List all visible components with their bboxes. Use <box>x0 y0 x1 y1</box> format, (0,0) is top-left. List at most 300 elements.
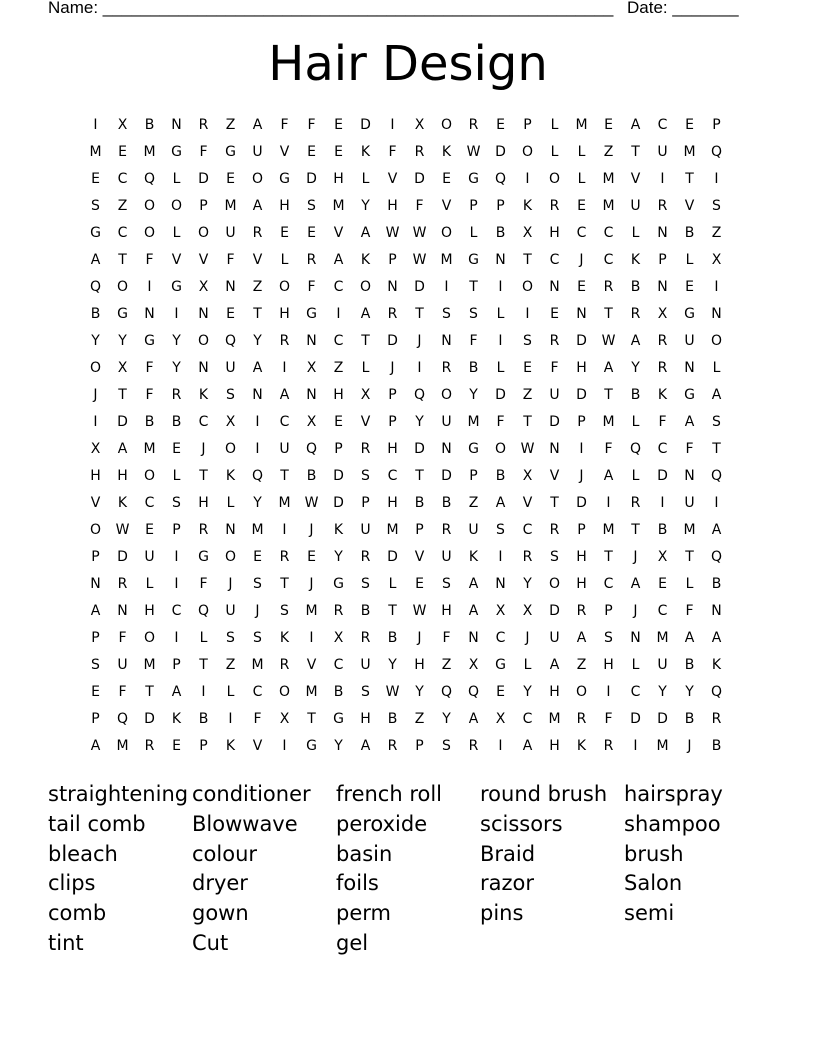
grid-letter[interactable]: L <box>685 252 694 268</box>
grid-letter[interactable]: F <box>118 630 127 646</box>
grid-letter[interactable]: M <box>656 738 669 754</box>
grid-letter[interactable]: L <box>631 657 640 673</box>
grid-letter[interactable]: V <box>171 252 182 268</box>
grid-letter[interactable]: U <box>360 657 371 673</box>
grid-letter[interactable]: E <box>91 684 100 700</box>
grid-letter[interactable]: S <box>523 333 532 349</box>
grid-letter[interactable]: N <box>630 630 641 646</box>
grid-letter[interactable]: V <box>414 549 425 565</box>
grid-letter[interactable]: A <box>468 603 479 619</box>
grid-letter[interactable]: E <box>226 306 235 322</box>
grid-letter[interactable]: C <box>522 522 533 538</box>
grid-letter[interactable]: W <box>412 252 427 268</box>
grid-letter[interactable]: N <box>306 333 317 349</box>
grid-letter[interactable]: P <box>658 252 667 268</box>
grid-letter[interactable]: M <box>602 171 615 187</box>
grid-letter[interactable]: N <box>711 306 722 322</box>
grid-letter[interactable]: B <box>630 279 641 295</box>
grid-letter[interactable]: T <box>118 252 127 268</box>
grid-letter[interactable]: F <box>307 279 316 295</box>
grid-letter[interactable]: H <box>387 198 398 214</box>
grid-letter[interactable]: A <box>711 387 722 403</box>
grid-letter[interactable]: Z <box>603 144 614 160</box>
grid-letter[interactable]: Q <box>629 441 642 457</box>
grid-letter[interactable]: X <box>360 387 371 403</box>
grid-letter[interactable]: S <box>226 630 235 646</box>
grid-letter[interactable]: F <box>685 603 694 619</box>
grid-letter[interactable]: G <box>90 225 101 241</box>
grid-letter[interactable]: U <box>144 549 155 565</box>
grid-letter[interactable]: O <box>143 198 156 214</box>
grid-letter[interactable]: G <box>198 549 209 565</box>
grid-letter[interactable]: X <box>117 117 128 133</box>
grid-letter[interactable]: E <box>604 117 613 133</box>
grid-letter[interactable]: V <box>387 171 398 187</box>
grid-letter[interactable]: D <box>441 468 452 484</box>
grid-letter[interactable]: T <box>604 306 613 322</box>
grid-letter[interactable]: X <box>306 360 317 376</box>
grid-letter[interactable]: R <box>360 441 371 457</box>
grid-letter[interactable]: D <box>657 468 668 484</box>
grid-letter[interactable]: C <box>387 468 398 484</box>
grid-letter[interactable]: A <box>252 117 263 133</box>
grid-letter[interactable]: T <box>523 252 532 268</box>
grid-letter[interactable]: O <box>278 684 291 700</box>
grid-letter[interactable]: J <box>633 603 638 619</box>
grid-letter[interactable]: Q <box>710 468 723 484</box>
grid-letter[interactable]: M <box>143 657 156 673</box>
grid-letter[interactable]: L <box>550 144 559 160</box>
grid-letter[interactable]: X <box>468 657 479 673</box>
grid-letter[interactable]: A <box>117 441 128 457</box>
grid-letter[interactable]: O <box>170 198 183 214</box>
grid-letter[interactable]: R <box>414 144 425 160</box>
grid-letter[interactable]: S <box>442 738 451 754</box>
grid-letter[interactable]: I <box>147 279 152 295</box>
grid-letter[interactable]: A <box>360 306 371 322</box>
grid-letter[interactable]: L <box>496 360 505 376</box>
grid-letter[interactable]: R <box>144 738 155 754</box>
grid-letter[interactable]: C <box>117 171 128 187</box>
grid-letter[interactable]: B <box>684 657 695 673</box>
grid-letter[interactable]: U <box>225 225 236 241</box>
grid-letter[interactable]: M <box>440 252 453 268</box>
grid-letter[interactable]: F <box>442 630 451 646</box>
grid-letter[interactable]: L <box>631 414 640 430</box>
grid-letter[interactable]: F <box>469 333 478 349</box>
grid-letter[interactable]: J <box>633 549 638 565</box>
grid-letter[interactable]: H <box>333 171 344 187</box>
grid-letter[interactable]: E <box>307 225 316 241</box>
grid-letter[interactable]: V <box>90 495 101 511</box>
grid-letter[interactable]: R <box>441 522 452 538</box>
grid-letter[interactable]: Q <box>710 684 723 700</box>
grid-letter[interactable]: D <box>576 333 587 349</box>
grid-letter[interactable]: O <box>548 171 561 187</box>
grid-letter[interactable]: D <box>414 279 425 295</box>
grid-letter[interactable]: P <box>523 117 532 133</box>
grid-letter[interactable]: O <box>224 549 237 565</box>
grid-letter[interactable]: H <box>144 603 155 619</box>
grid-letter[interactable]: M <box>656 630 669 646</box>
grid-letter[interactable]: U <box>468 522 479 538</box>
grid-letter[interactable]: G <box>468 171 479 187</box>
grid-letter[interactable]: I <box>255 441 260 457</box>
grid-letter[interactable]: K <box>441 144 452 160</box>
grid-letter[interactable]: R <box>468 117 479 133</box>
grid-letter[interactable]: P <box>712 117 721 133</box>
grid-letter[interactable]: T <box>280 576 289 592</box>
grid-letter[interactable]: T <box>415 468 424 484</box>
grid-letter[interactable]: E <box>496 117 505 133</box>
grid-letter[interactable]: L <box>523 657 532 673</box>
grid-letter[interactable]: S <box>550 549 559 565</box>
grid-letter[interactable]: H <box>333 387 344 403</box>
grid-letter[interactable]: U <box>117 657 128 673</box>
grid-letter[interactable]: C <box>603 252 614 268</box>
grid-letter[interactable]: C <box>630 684 641 700</box>
grid-letter[interactable]: P <box>334 441 343 457</box>
grid-letter[interactable]: D <box>576 495 587 511</box>
grid-letter[interactable]: Q <box>494 171 507 187</box>
grid-letter[interactable]: G <box>279 171 290 187</box>
grid-letter[interactable]: X <box>414 117 425 133</box>
grid-letter[interactable]: R <box>630 306 641 322</box>
grid-letter[interactable]: V <box>279 144 290 160</box>
grid-letter[interactable]: F <box>145 360 154 376</box>
grid-letter[interactable]: T <box>604 387 613 403</box>
grid-letter[interactable]: E <box>685 279 694 295</box>
grid-letter[interactable]: J <box>417 630 422 646</box>
grid-letter[interactable]: A <box>630 576 641 592</box>
grid-letter[interactable]: B <box>387 711 398 727</box>
grid-letter[interactable]: M <box>548 711 561 727</box>
grid-letter[interactable]: Y <box>388 657 397 673</box>
grid-letter[interactable]: N <box>549 279 560 295</box>
grid-letter[interactable]: V <box>252 738 263 754</box>
grid-letter[interactable]: E <box>334 117 343 133</box>
grid-letter[interactable]: F <box>550 360 559 376</box>
grid-letter[interactable]: F <box>253 711 262 727</box>
grid-letter[interactable]: R <box>603 279 614 295</box>
grid-letter[interactable]: S <box>469 306 478 322</box>
grid-letter[interactable]: N <box>495 252 506 268</box>
grid-letter[interactable]: G <box>306 306 317 322</box>
grid-letter[interactable]: B <box>657 522 668 538</box>
grid-letter[interactable]: V <box>441 198 452 214</box>
grid-letter[interactable]: G <box>306 738 317 754</box>
grid-letter[interactable]: C <box>333 657 344 673</box>
grid-letter[interactable]: O <box>89 522 102 538</box>
grid-letter[interactable]: S <box>712 414 721 430</box>
grid-letter[interactable]: Y <box>685 684 694 700</box>
grid-letter[interactable]: X <box>279 711 290 727</box>
grid-letter[interactable]: O <box>143 225 156 241</box>
grid-letter[interactable]: R <box>657 198 668 214</box>
grid-letter[interactable]: S <box>496 522 505 538</box>
grid-letter[interactable]: O <box>710 333 723 349</box>
grid-letter[interactable]: O <box>197 225 210 241</box>
grid-letter[interactable]: K <box>360 144 371 160</box>
grid-letter[interactable]: N <box>252 387 263 403</box>
grid-letter[interactable]: U <box>441 414 452 430</box>
grid-letter[interactable]: R <box>279 333 290 349</box>
grid-letter[interactable]: T <box>685 549 694 565</box>
grid-letter[interactable]: L <box>145 576 154 592</box>
grid-letter[interactable]: C <box>117 225 128 241</box>
grid-letter[interactable]: F <box>604 711 613 727</box>
grid-letter[interactable]: D <box>333 495 344 511</box>
grid-letter[interactable]: J <box>309 576 314 592</box>
grid-letter[interactable]: R <box>387 738 398 754</box>
grid-letter[interactable]: C <box>144 495 155 511</box>
grid-letter[interactable]: Z <box>468 495 479 511</box>
grid-letter[interactable]: C <box>495 630 506 646</box>
grid-letter[interactable]: Y <box>631 360 640 376</box>
grid-letter[interactable]: I <box>201 684 206 700</box>
grid-letter[interactable]: I <box>633 738 638 754</box>
grid-letter[interactable]: S <box>253 630 262 646</box>
grid-letter[interactable]: G <box>333 711 344 727</box>
grid-letter[interactable]: N <box>225 279 236 295</box>
grid-letter[interactable]: Y <box>118 333 127 349</box>
grid-letter[interactable]: M <box>683 522 696 538</box>
grid-letter[interactable]: E <box>334 414 343 430</box>
grid-letter[interactable]: H <box>279 198 290 214</box>
grid-letter[interactable]: C <box>549 252 560 268</box>
grid-letter[interactable]: N <box>549 441 560 457</box>
grid-letter[interactable]: R <box>576 603 587 619</box>
grid-letter[interactable]: L <box>172 171 181 187</box>
grid-letter[interactable]: A <box>468 576 479 592</box>
grid-letter[interactable]: I <box>525 171 530 187</box>
grid-letter[interactable]: N <box>495 576 506 592</box>
grid-letter[interactable]: L <box>226 495 235 511</box>
grid-letter[interactable]: C <box>657 117 668 133</box>
grid-letter[interactable]: R <box>252 225 263 241</box>
grid-letter[interactable]: Q <box>143 171 156 187</box>
grid-letter[interactable]: D <box>306 171 317 187</box>
grid-letter[interactable]: U <box>657 657 668 673</box>
grid-letter[interactable]: A <box>360 225 371 241</box>
grid-letter[interactable]: X <box>117 360 128 376</box>
grid-letter[interactable]: P <box>361 495 370 511</box>
grid-letter[interactable]: X <box>522 603 533 619</box>
grid-letter[interactable]: L <box>631 225 640 241</box>
grid-letter[interactable]: C <box>522 711 533 727</box>
grid-letter[interactable]: P <box>199 198 208 214</box>
grid-letter[interactable]: M <box>575 117 588 133</box>
grid-letter[interactable]: R <box>549 333 560 349</box>
grid-letter[interactable]: O <box>251 171 264 187</box>
grid-letter[interactable]: D <box>387 333 398 349</box>
grid-letter[interactable]: I <box>93 414 98 430</box>
grid-letter[interactable]: B <box>144 117 155 133</box>
grid-letter[interactable]: J <box>309 522 314 538</box>
grid-letter[interactable]: J <box>228 576 233 592</box>
grid-letter[interactable]: O <box>359 279 372 295</box>
grid-letter[interactable]: Q <box>413 387 426 403</box>
grid-letter[interactable]: N <box>576 306 587 322</box>
grid-letter[interactable]: I <box>714 279 719 295</box>
grid-letter[interactable]: B <box>630 387 641 403</box>
grid-letter[interactable]: H <box>441 603 452 619</box>
grid-letter[interactable]: N <box>225 522 236 538</box>
grid-letter[interactable]: T <box>685 171 694 187</box>
grid-letter[interactable]: P <box>388 252 397 268</box>
grid-letter[interactable]: X <box>225 414 236 430</box>
grid-letter[interactable]: X <box>657 306 668 322</box>
grid-letter[interactable]: H <box>387 495 398 511</box>
grid-letter[interactable]: A <box>252 198 263 214</box>
grid-letter[interactable]: F <box>415 198 424 214</box>
grid-letter[interactable]: Q <box>710 144 723 160</box>
grid-letter[interactable]: Q <box>89 279 102 295</box>
grid-letter[interactable]: H <box>549 738 560 754</box>
grid-letter[interactable]: L <box>577 171 586 187</box>
grid-letter[interactable]: S <box>361 468 370 484</box>
grid-letter[interactable]: S <box>604 630 613 646</box>
grid-letter[interactable]: Z <box>225 117 236 133</box>
grid-letter[interactable]: U <box>684 495 695 511</box>
grid-letter[interactable]: I <box>579 441 584 457</box>
grid-letter[interactable]: T <box>631 144 640 160</box>
grid-letter[interactable]: X <box>657 549 668 565</box>
grid-letter[interactable]: Y <box>334 549 343 565</box>
grid-letter[interactable]: Z <box>333 360 344 376</box>
grid-letter[interactable]: G <box>468 252 479 268</box>
grid-letter[interactable]: L <box>712 360 721 376</box>
grid-letter[interactable]: Q <box>116 711 129 727</box>
grid-letter[interactable]: H <box>603 657 614 673</box>
grid-letter[interactable]: U <box>684 333 695 349</box>
grid-letter[interactable]: P <box>604 603 613 619</box>
grid-letter[interactable]: U <box>360 522 371 538</box>
grid-letter[interactable]: K <box>711 657 722 673</box>
grid-letter[interactable]: P <box>388 414 397 430</box>
grid-letter[interactable]: U <box>225 603 236 619</box>
grid-letter[interactable]: R <box>549 198 560 214</box>
grid-letter[interactable]: I <box>282 360 287 376</box>
grid-letter[interactable]: S <box>361 684 370 700</box>
grid-letter[interactable]: I <box>309 630 314 646</box>
grid-letter[interactable]: I <box>228 711 233 727</box>
grid-letter[interactable]: L <box>172 225 181 241</box>
grid-letter[interactable]: T <box>118 387 127 403</box>
grid-letter[interactable]: D <box>630 711 641 727</box>
grid-letter[interactable]: W <box>601 333 616 349</box>
grid-letter[interactable]: F <box>307 117 316 133</box>
grid-letter[interactable]: B <box>306 468 317 484</box>
grid-letter[interactable]: P <box>172 657 181 673</box>
grid-letter[interactable]: U <box>252 144 263 160</box>
grid-letter[interactable]: P <box>415 738 424 754</box>
grid-letter[interactable]: R <box>171 387 182 403</box>
grid-letter[interactable]: I <box>282 738 287 754</box>
grid-letter[interactable]: Q <box>224 333 237 349</box>
grid-letter[interactable]: D <box>360 117 371 133</box>
grid-letter[interactable]: R <box>441 360 452 376</box>
grid-letter[interactable]: V <box>252 252 263 268</box>
grid-letter[interactable]: W <box>115 522 130 538</box>
grid-letter[interactable]: R <box>657 333 668 349</box>
grid-letter[interactable]: S <box>307 198 316 214</box>
grid-letter[interactable]: R <box>279 549 290 565</box>
grid-letter[interactable]: F <box>496 414 505 430</box>
grid-letter[interactable]: V <box>549 468 560 484</box>
grid-letter[interactable]: P <box>496 198 505 214</box>
grid-letter[interactable]: A <box>711 522 722 538</box>
grid-letter[interactable]: L <box>361 360 370 376</box>
grid-letter[interactable]: X <box>711 252 722 268</box>
grid-letter[interactable]: I <box>660 495 665 511</box>
grid-letter[interactable]: F <box>685 441 694 457</box>
grid-letter[interactable]: I <box>174 630 179 646</box>
grid-letter[interactable]: T <box>307 711 316 727</box>
grid-letter[interactable]: D <box>414 441 425 457</box>
grid-letter[interactable]: P <box>172 522 181 538</box>
grid-letter[interactable]: D <box>576 387 587 403</box>
grid-letter[interactable]: B <box>333 684 344 700</box>
grid-letter[interactable]: M <box>116 738 129 754</box>
grid-letter[interactable]: W <box>520 441 535 457</box>
grid-letter[interactable]: P <box>469 468 478 484</box>
grid-letter[interactable]: N <box>657 279 668 295</box>
grid-letter[interactable]: J <box>687 738 692 754</box>
grid-letter[interactable]: M <box>251 657 264 673</box>
grid-letter[interactable]: N <box>441 333 452 349</box>
grid-letter[interactable]: Z <box>522 387 533 403</box>
grid-letter[interactable]: L <box>388 576 397 592</box>
grid-letter[interactable]: K <box>117 495 128 511</box>
grid-letter[interactable]: C <box>576 225 587 241</box>
grid-letter[interactable]: N <box>387 279 398 295</box>
grid-letter[interactable]: M <box>143 441 156 457</box>
grid-letter[interactable]: H <box>198 495 209 511</box>
grid-letter[interactable]: J <box>390 360 395 376</box>
grid-letter[interactable]: Y <box>361 198 370 214</box>
grid-letter[interactable]: A <box>333 252 344 268</box>
grid-letter[interactable]: D <box>117 549 128 565</box>
grid-letter[interactable]: T <box>631 522 640 538</box>
grid-letter[interactable]: G <box>171 144 182 160</box>
grid-letter[interactable]: E <box>334 144 343 160</box>
grid-letter[interactable]: T <box>604 549 613 565</box>
grid-letter[interactable]: E <box>658 576 667 592</box>
grid-letter[interactable]: E <box>550 306 559 322</box>
grid-letter[interactable]: S <box>442 576 451 592</box>
grid-letter[interactable]: D <box>549 603 560 619</box>
grid-letter[interactable]: L <box>685 576 694 592</box>
grid-letter[interactable]: P <box>577 414 586 430</box>
grid-letter[interactable]: E <box>91 171 100 187</box>
grid-letter[interactable]: S <box>442 306 451 322</box>
grid-letter[interactable]: F <box>145 387 154 403</box>
grid-letter[interactable]: U <box>441 549 452 565</box>
grid-letter[interactable]: Y <box>172 360 181 376</box>
grid-letter[interactable]: E <box>442 171 451 187</box>
grid-letter[interactable]: A <box>360 738 371 754</box>
grid-letter[interactable]: F <box>388 144 397 160</box>
grid-letter[interactable]: D <box>333 468 344 484</box>
grid-letter[interactable]: A <box>549 657 560 673</box>
grid-letter[interactable]: C <box>657 441 668 457</box>
grid-letter[interactable]: C <box>603 576 614 592</box>
grid-letter[interactable]: G <box>468 441 479 457</box>
grid-letter[interactable]: P <box>199 738 208 754</box>
grid-letter[interactable]: O <box>575 684 588 700</box>
grid-letter[interactable]: N <box>144 306 155 322</box>
